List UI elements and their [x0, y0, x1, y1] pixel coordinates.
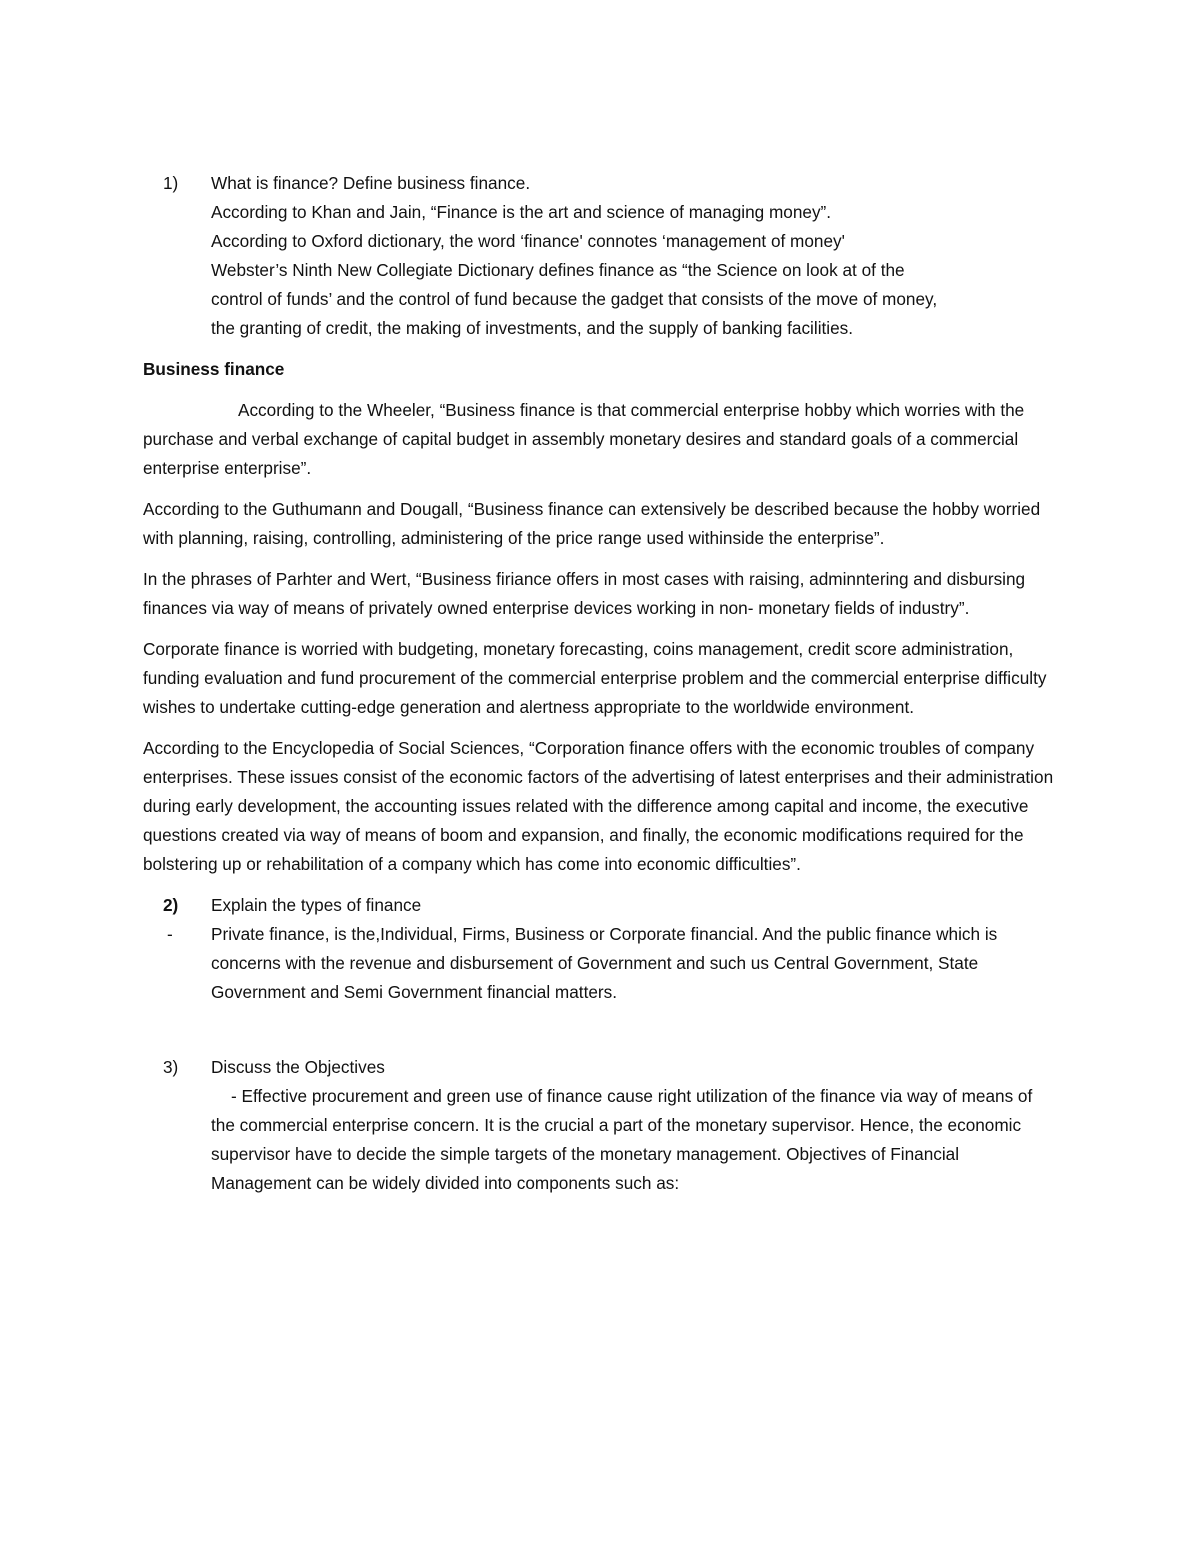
question-number: 2): [163, 895, 179, 915]
bullet-item: [143, 920, 1060, 1007]
question-number: 1): [163, 173, 179, 193]
objectives-paragraph: - Effective procurement and green use of finance cause right utilization of the finance via way of means of the commercial enterprise concern. It is the crucial a part of the monetary supervisor. Hence, the economic supervisor have to decide the simple targets of the monetary management. Objectives of Financial Management can be widely divided into components such as:: [211, 1086, 1033, 1193]
question-2: [143, 891, 1060, 920]
question-1-body: [211, 169, 1060, 343]
question-title: What is finance? Define business finance.: [211, 173, 531, 193]
question-3-body: [211, 1053, 1060, 1198]
paragraph: Corporate finance is worried with budgeting, monetary forecasting, coins management, credit score administration, funding evaluation and fund procurement of the commercial enterprise problem and the commercial enterprise difficulty wishes to undertake cutting-edge generation and alertness appropriate to the worldwide environment.: [143, 639, 1047, 717]
question-3: [143, 1053, 1060, 1198]
paragraph: According to the Guthumann and Dougall, “Business finance can extensively be described because the hobby worried with planning, raising, controlling, administering of the price range used withinside the enterprise”.: [143, 499, 1041, 548]
definition-line: According to Khan and Jain, “Finance is the art and science of managing money”.: [211, 202, 832, 222]
spacer: [143, 1007, 1060, 1041]
definition-line: control of funds’ and the control of fund because the gadget that consists of the move of money,: [211, 289, 938, 309]
paragraph: In the phrases of Parhter and Wert, “Business firiance offers in most cases with raising, adminntering and disbursing finances via way of means of privately owned enterprise devices working in non- monetary fields of industry”.: [143, 569, 1026, 618]
section-heading: Business finance: [143, 359, 285, 379]
paragraph: According to the Encyclopedia of Social Sciences, “Corporation finance offers with the economic troubles of company enterprises. These issues consist of the economic factors of the advertising of latest enterprises and their administration during early development, the accounting issues related with the difference among capital and income, the executive questions created via way of means of boom and expansion, and finally, the economic modifications required for the bolstering up or rehabilitation of a company which has come into economic difficulties”.: [143, 738, 1054, 874]
bullet-text: Private finance, is the,Individual, Firms, Business or Corporate financial. And the public finance which is concerns with the revenue and disbursement of Government and such us Central Government, State Government and Semi Government financial matters.: [211, 924, 998, 1002]
definition-line: the granting of credit, the making of investments, and the supply of banking facilities.: [211, 318, 854, 338]
question-number: 3): [163, 1057, 179, 1077]
question-title: Discuss the Objectives: [211, 1057, 385, 1077]
definition-line: According to Oxford dictionary, the word ‘finance' connotes ‘management of money': [211, 231, 845, 251]
definition-line: Webster’s Ninth New Collegiate Dictionary defines finance as “the Science on look at of the: [211, 260, 905, 280]
question-title: Explain the types of finance: [211, 895, 422, 915]
question-1: [143, 169, 1060, 343]
paragraph: According to the Wheeler, “Business finance is that commercial enterprise hobby which worries with the purchase and verbal exchange of capital budget in assembly monetary desires and standard goals of a commercial enterprise enterprise”.: [143, 400, 1025, 478]
bullet-dash: -: [167, 924, 173, 944]
